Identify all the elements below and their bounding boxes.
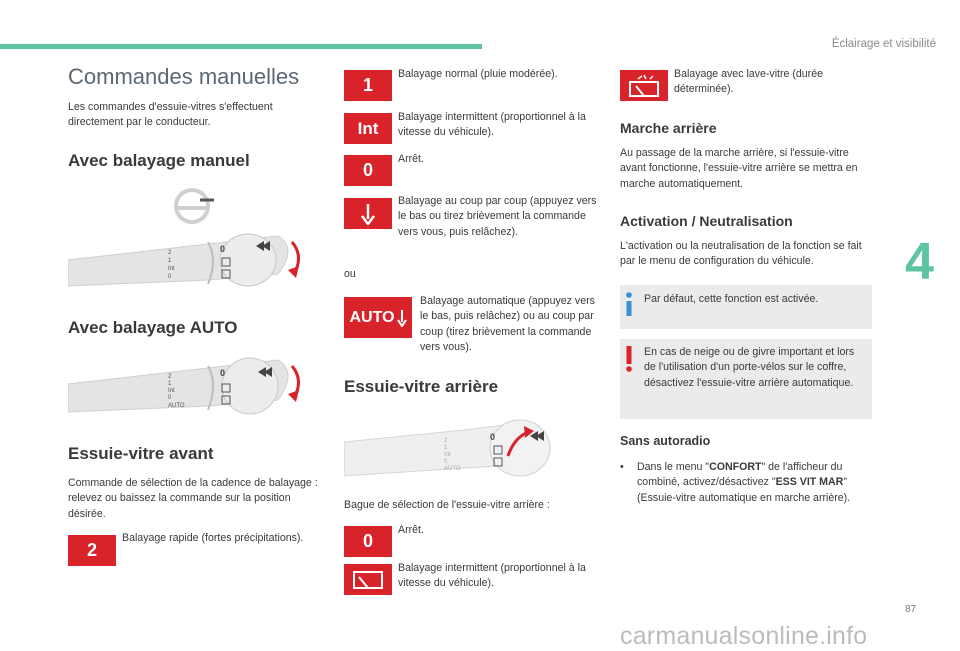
item-int-text: Balayage intermittent (proportionnel à la vitesse du véhicule). [398, 111, 586, 139]
front-wiper-heading: Essuie-vitre avant [68, 444, 214, 463]
sans-text-part: Dans le menu " [637, 461, 710, 473]
stalk-label-auto: AUTO [168, 403, 185, 409]
section-title: Éclairage et visibilité [831, 38, 936, 50]
front-wiper-text: Commande de sélection de la cadence de balayage : relevez ou baissez la commande sur la position désirée. [68, 477, 318, 520]
sans-autoradio-text [637, 460, 873, 506]
ring-label: 0 [220, 244, 226, 254]
rear-wiper-icon [351, 569, 385, 591]
item-auto-text: Balayage automatique (appuyez vers le bas, puis relâchez) ou au coup par coup (tirez brièvement la commande vers vous). [420, 295, 595, 354]
auto-badge-label: AUTO [349, 308, 395, 326]
steering-wheel-icon [176, 190, 208, 222]
rear-off-text: Arrêt. [398, 524, 424, 536]
badge-rear-off: 0 [344, 526, 392, 557]
washer-icon [626, 74, 662, 98]
stalk-label-auto: AUTO [444, 466, 461, 472]
item-single-wipe-text: Balayage au coup par coup (appuyez vers le bas ou tirez brièvement la commande vers vous, puis relâchez). [398, 195, 597, 238]
badge-auto [344, 297, 412, 338]
stalk-label-2: 2 [444, 438, 448, 444]
info-text: Par défaut, cette fonction est activée. [644, 293, 819, 305]
sans-text-part: " (Essuie-vitre automatique en marche arrière). [637, 476, 851, 504]
stalk-label-0: 0 [168, 395, 172, 401]
warning-icon [624, 345, 634, 373]
badge-off: 0 [344, 155, 392, 186]
washer-text: Balayage avec lave-vitre (durée déterminée). [674, 68, 823, 96]
stalk-label-2: 2 [168, 250, 172, 256]
page-title: Commandes manuelles [68, 64, 300, 89]
rear-intro-text: Bague de sélection de l'essuie-vitre arrière : [344, 499, 550, 511]
info-icon [623, 291, 635, 319]
auto-stalk-illustration [68, 350, 308, 430]
page-number: 87 [905, 604, 917, 615]
arrow-down-icon [397, 309, 407, 327]
or-text: ou [344, 268, 356, 280]
warning-text: En cas de neige ou de givre important et lors de l'utilisation d'un porte-vélos sur le coffre, désactivez l'essuie-vitre arrière automatique. [644, 346, 855, 389]
rear-int-text: Balayage intermittent (proportionnel à la vitesse du véhicule). [398, 562, 586, 590]
reverse-text: Au passage de la marche arrière, si l'essuie-vitre avant fonctionne, l'essuie-vitre arrière se mettra en marche automatiquement. [620, 147, 858, 190]
arrow-down-icon [361, 203, 375, 225]
intro-text: Les commandes d'essuie-vitres s'effectuent directement par le conducteur. [68, 101, 273, 129]
sans-autoradio-heading: Sans autoradio [620, 434, 711, 448]
stalk-label-int: Int [168, 388, 175, 394]
chapter-number: 4 [905, 233, 934, 291]
stalk-label-0: 0 [168, 274, 172, 280]
stalk-label-1: 1 [168, 258, 172, 264]
bullet-icon: • [620, 461, 624, 473]
badge-rear-int [344, 564, 392, 595]
stalk-label-2: 2 [168, 374, 172, 380]
badge-int: Int [344, 113, 392, 144]
manual-heading: Avec balayage manuel [68, 151, 250, 170]
sans-text-part: " de l'afficheur du combiné, activez/désactivez " [637, 461, 843, 489]
stalk-label-int: Int [444, 452, 451, 458]
badge-washer [620, 70, 668, 101]
reverse-heading: Marche arrière [620, 120, 717, 136]
manual-stalk-illustration [68, 186, 308, 304]
badge-speed-1: 1 [344, 70, 392, 101]
stalk-label-1: 1 [168, 381, 172, 387]
info-box [620, 285, 872, 329]
badge-single-wipe [344, 198, 392, 229]
item-2-text: Balayage rapide (fortes précipitations). [122, 532, 304, 544]
activation-text: L'activation ou la neutralisation de la fonction se fait par le menu de configuration du véhicule. [620, 240, 862, 268]
item-1-text: Balayage normal (pluie modérée). [398, 68, 558, 80]
activation-heading: Activation / Neutralisation [620, 213, 793, 229]
warning-box [620, 339, 872, 419]
top-accent-bar [0, 44, 482, 49]
function-name: ESS VIT MAR [775, 476, 844, 489]
stalk-label-1: 1 [444, 445, 448, 451]
stalk-label-0: 0 [444, 459, 448, 465]
ring-label: 0 [490, 432, 496, 442]
menu-name: CONFORT [709, 461, 762, 473]
auto-heading: Avec balayage AUTO [68, 318, 238, 337]
rear-wiper-heading: Essuie-vitre arrière [344, 377, 499, 396]
rear-ring-illustration [344, 412, 566, 482]
watermark: carmanualsonline.info [620, 622, 868, 650]
item-off-text: Arrêt. [398, 153, 424, 165]
badge-speed-2: 2 [68, 535, 116, 566]
ring-label: 0 [220, 368, 226, 378]
stalk-label-int: Int [168, 266, 175, 272]
